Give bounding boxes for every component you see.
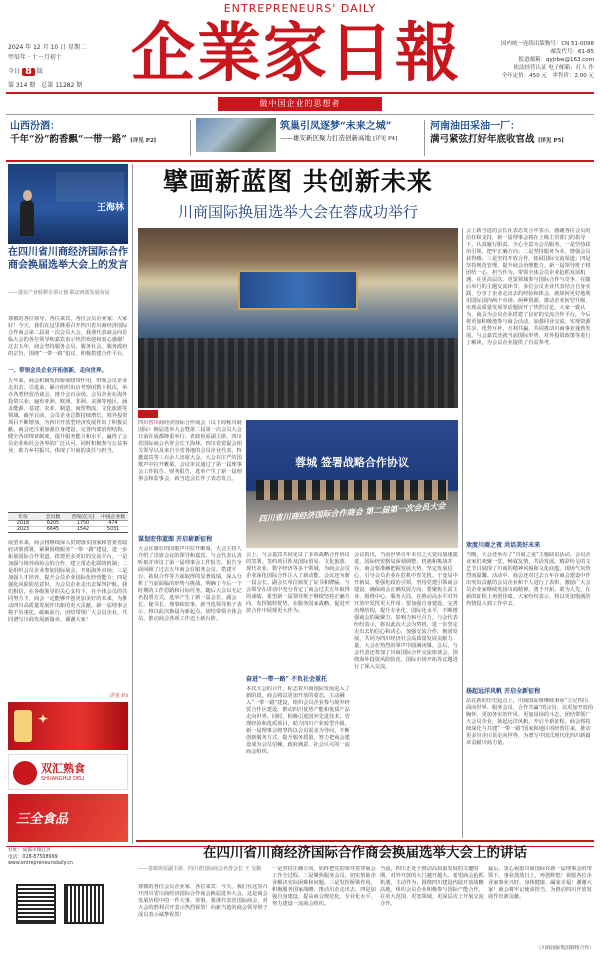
lead-subhead: 川商国际换届选举大会在蓉成功举行	[177, 203, 418, 221]
center-right-divider	[462, 228, 463, 838]
lunar-date: 甲辰年 · 十一月初十	[8, 54, 62, 61]
table-header: 中国企业数	[101, 515, 125, 520]
teaser-3-title: 河南油田采油一厂：	[430, 121, 520, 132]
table-header: 营收(亿元)	[71, 515, 95, 520]
audience	[138, 338, 458, 408]
teaser-2-subtitle: ——雄安新区聚力打造创新高地 [详见 P4]	[280, 134, 398, 142]
table-row: 2018 6205 1750 474	[8, 521, 128, 527]
photo-tag	[138, 410, 158, 418]
lead-section-2: 奋进“一带一路” 不负社会重托	[246, 676, 327, 683]
ad-liquor[interactable]	[8, 702, 128, 750]
masthead-rule	[6, 92, 594, 94]
lead-headline: 擘画新蓝图 共创新未来	[163, 167, 433, 196]
lead-photo-signing	[246, 420, 458, 548]
speaker-screen-text: 王海林	[56, 172, 124, 232]
shuanghui-logo-icon	[13, 761, 37, 785]
date-line: 2024 年 12 月 10 日 星期二	[8, 44, 87, 51]
bottom-headline: 在四川省川商经济国际合作商会换届选举大会上的讲话	[203, 845, 527, 861]
teaser-2[interactable]	[280, 120, 430, 160]
lead-body-col-1: 四川省川商经济国际合作商会（以下简称川商国际）换届选举大会暨第二届第一次会员大会日前在成都隆重举行。省政协原副主席、四川省国际商会名誉会长王海林，四川省贸促会相关领导以及来自全省各地的会员企业代表、特邀嘉宾等三百余人出席大会。大会在庄严的国歌声中拉开帷幕。会议审议通过了第一届理事会工作报告、财务报告，选举产生了新一届理事会和监事会，新当选会长作了表态发言。	[138, 420, 242, 482]
ad-shuanghui-brand: 双汇熟食	[41, 762, 85, 775]
ad-sanquan-brand: 三全食品	[16, 812, 69, 827]
stage-screen	[238, 270, 358, 310]
teaser-1-title: 山西汾酒：	[10, 121, 60, 132]
ad-shuanghui[interactable]	[8, 754, 128, 790]
masthead-thin-rule	[6, 114, 594, 115]
table-row: 2023 6645 1542 5031	[8, 527, 128, 533]
signing-people	[256, 480, 448, 500]
lead-body-col-3: 会议指出，当前世界百年未有之大变局加速演进，国际经贸格局深刻调整，机遇和挑战并存。商会要准确把握发展大势，坚定发展信心，引导会员企业在危机中育先机、于变局中开新局。要强化政治引领，坚持党建引领商会建设，确保商会正确发展方向；要聚焦主责主业，围绕中心、服务大局，在推动高水平对外开放中发挥更大作用；要加强自身建设，完善治理结构，提升专业化、国际化水平，不断增强商会的凝聚力、影响力和号召力。与会代表纷纷表示，将以此次大会为契机，进一步坚定走出去的信心和决心，加强交流合作，抱团发展，共同为四川经济社会高质量发展贡献力量。大会在热烈的掌声中圆满闭幕。会后，与会代表还参加了川商国际合作交流座谈会，围绕海外投资风险防范、国际市场开拓等议题进行了深入交流。	[354, 552, 458, 670]
bottom-body-1: 尊敬的各位会员企业家、各位来宾：今天，我们在这里召开四川省川商经济国际合作商会换届选举大会，这是商会发展历程中的一件大事、喜事。我谨代表省国际商会，对大会的胜利召开表示热烈祝贺！向新当选的商会领导班子成员表示诚挚祝贺！	[138, 884, 268, 918]
bottom-body-3: 当前，四川正处于推动高质量发展的关键时期，对外开放的大门越开越大。希望商会抢抓机遇，主动作为，围绕四川建设内陆开放战略高地，组织会员企业积极参与国际产能合作，在更大范围、更宽领域、更深层次上开展交流合作。	[380, 866, 484, 907]
teaser-3-page: [详见 P5]	[537, 138, 564, 144]
edition-pages: 8	[22, 68, 35, 76]
teaser-divider-1	[190, 120, 191, 156]
left-story-title: 在四川省川商经济国际合作商会换届选举大会上的发言	[8, 247, 128, 271]
teaser-3[interactable]	[430, 120, 595, 160]
bottom-footer-note: （川商国际集团联络合作）	[536, 946, 594, 951]
lead-body-col-1b: 大会在雄壮的国歌声中拉开帷幕，大会主持人介绍了出席会议的领导和嘉宾。与会代表认真听取并审议了第一届理事会工作报告。报告全面回顾了过去五年商会在服务会员、搭建平台、拓展合作等方面取得的显著成绩，深入分析了当前面临的形势与挑战，明确了今后一个时期的工作思路和目标任务。随后大会以无记名投票方式，选举产生了新一届会长、副会长、秘书长、理事和监事。新当选领导班子表示，将以此次换届为新起点，团结带领全体会员，推动商会各项工作迈上新台阶。	[138, 546, 242, 622]
signing-banner-text: 四川省川商经济国际合作商会 第二届第一次会员大会	[258, 500, 446, 524]
lead-body-col-2b: 本次大会的召开，标志着川商国际发展进入了新阶段。商会将以更加开放的姿态，主动融入“一带一路”建设，组织会员企业参与境外经贸合作区建设，推动四川优势产能和优质产品走向世界。同时，积极引进国外先进技术、管理经验和优质项目，助力四川产业转型升级。新一届理事会将坚持以会员需求为导向，不断创新服务方式，提升服务质量，努力把商会建设成为会员信赖、政府满意、社会认可的一流商会组织。	[246, 686, 350, 755]
left-story-body-3: 展望未来，商会将继续深入贯彻落实国家和省委省政府决策部署，紧紧围绕服务“一带一路”建设，进一步拓展国际合作渠道，搭建更多更好的交流平台。一是加强与境外商协会的合作，建立常态化联络机制；二是组织会员企业参加国际展会，开拓海外市场；三是加强人才培养，提升会员企业国际化经营能力；四是强化风险防范意识，为会员企业走出去保驾护航。我们相信，在各级领导的关心支持下，在全体会员的共同努力下，商会一定能够开创更加美好的未来，为推动四川高质量发展作出新的更大贡献。新一届理事会将不负重托，砥砺前行，团结带领广大会员企业，共同谱写川商发展新篇章。谢谢大家！	[8, 540, 128, 623]
left-data-table	[8, 512, 128, 533]
ad-shuanghui-en: SHUANGHUI DELI	[41, 776, 85, 782]
qr-code-2[interactable]	[64, 884, 104, 924]
ad-liquor-mark: ✦	[38, 712, 49, 726]
issue-line: 第 314 期 总第 11282 期	[8, 82, 83, 89]
bottom-story-rule	[136, 840, 594, 842]
teaser-2-photo	[196, 118, 276, 152]
left-story-sub: 一、带领会员企业开拓创新，走向世界。	[8, 368, 108, 374]
lead-photo-conference	[138, 228, 458, 408]
teaser-1-page: [详见 P2]	[130, 138, 157, 144]
teaser-1-subtitle: 千年“汾”韵香飘“一带一路” [详见 P2]	[10, 134, 157, 145]
right-body-1: 会上新当选的会长在表态发言中表示，感谢各位会员的信任和支持，新一届理事会将在上级主管部门的指导下，认真履行职责，全心全意为会员服务。一是坚持政治引领，把牢正确方向；二是坚持服务为本，增强会员获得感；三是坚持开放合作，拓展国际交流渠道；四是坚持规范管理，提升商会治理能力。新一届领导班子将团结一心、担当作为，带领全体会员企业抢抓发展机遇，在更高层次、更宽领域参与国际合作与竞争。在随后举行的主题交流环节，多位会员企业代表结合自身实践，分享了企业走出去的经验和体会，就如何更好地利用国际国内两个市场、两种资源，推动企业转型升级、实现高质量发展等话题展开了热烈讨论。大家一致认为，商会为会员企业搭建了良好的交流合作平台，今后将更加积极地参与商会活动，加强同业交流，实现资源共享、优势互补、互利共赢，共同推动川商事业蓬勃发展。与会嘉宾还就当前国际形势、对外投资政策等进行了解读，为会员企业提供了有益参考。	[466, 228, 591, 346]
teaser-3-subtitle: 满弓紧弦打好年底收官战 [详见 P5]	[430, 134, 564, 145]
teaser-rule	[6, 160, 594, 162]
bottom-body-2: 一是坚持正确方向，始终把党的领导贯穿商会工作全过程。二是聚焦服务会员，切实帮助企业解决实际困难和问题。三是发挥桥梁作用，积极服务国家战略，推动川企走出去。四是加强自身建设，提高商会规范化、专业化水平，努力建设一流商会组织。	[272, 866, 376, 907]
edition-count: 今日 8 版	[8, 66, 43, 77]
table-header: 年份	[18, 515, 28, 520]
left-story-more[interactable]: 详见 P3	[109, 693, 128, 699]
right-body-3: 站在新的历史起点上，川商国际将继续秉承“立足四川、面向世界、服务会员、合作共赢”的宗旨，以更加开放的胸怀、更加务实的作风、更加昂扬的斗志，团结带领广大会员企业，扬起远洋风帆，开启全新征程。商会将持续深化与共建“一带一路”国家和地区的经贸往来，推动更多川企川货走向世界，为谱写中国式现代化四川新篇章贡献川商力量。	[466, 698, 594, 746]
right-section-3: 欢度川商之夜 共话美好未来	[466, 542, 541, 549]
teaser-divider-2	[424, 120, 425, 156]
masthead-title: 企業家日報	[131, 16, 461, 91]
right-body-2: 当晚，大会还举办了“川商之夜”主题联谊活动。会员企业家们欢聚一堂，畅叙友情，共话发展。精彩纷呈的文艺节目展现了川商的精神风貌和文化底蕴，现场气氛热烈而温馨。活动中，商会还对过去五年在商会建设中作出突出贡献的会员企业和个人进行了表彰，激励广大会员企业家继续发扬川商精神，勇于开拓、敢为人先，在新的征程上再创佳绩。大家纷纷表示，将以更加饱满的热情投入到工作中去。	[466, 552, 591, 607]
masthead-english: ENTREPRENEURS' DAILY	[223, 2, 377, 15]
bottom-byline: ——省政协原副主席、四川省国际商会名誉会长 王 吴勤	[138, 866, 262, 872]
left-column-divider	[132, 164, 133, 844]
bottle-icon	[14, 710, 32, 742]
teaser-2-title: 筑巢引凤逐梦“未来之城”	[280, 121, 392, 132]
footer-info: 社址：成都市锦江区 电话：028-87508999 www.entrepreneursdaily.cn	[8, 848, 73, 866]
teaser-1[interactable]	[10, 120, 180, 160]
bottom-body-4: 最后，衷心祝愿川商国际在新一届理事会的带领下，事业蒸蒸日上，再创辉煌！祝愿各位企业家事业兴旺、身体健康、阖家幸福！谢谢大家！商会将牢记使命担当，为推动四川开放发展作出新贡献。	[488, 866, 592, 900]
slogan-banner: 做中国企业的思想者	[218, 97, 382, 111]
left-story-body-1: 尊敬的各位领导、各位来宾、各位会员企业家：大家好！今天，我们在这里隆重召开四川省川商经济国际合作商会第二届第一次会员大会，我谨代表商会向莅临大会的各位领导和嘉宾表示热烈欢迎和衷心感谢！过去五年，商会坚持服务会员、服务社会、服务政府的宗旨，围绕“一带一路”倡议，积极搭建合作平台。	[8, 316, 128, 357]
ad-sanquan[interactable]	[8, 794, 128, 842]
signing-banner-title: 蓉城 签署战略合作协议	[295, 456, 409, 469]
left-story-body-2: 五年来，商会积极发挥桥梁纽带作用，带领会员企业走出去、引进来，累计组织出访考察团数十批次，举办各类经贸洽谈会、推介会百余场。会员企业在海外投资兴业，遍布亚洲、欧洲、非洲、美洲等地区，涵盖能源、基建、农业、制造、商贸物流、文化旅游等领域。截至目前，会员企业总数持续增长，境外投资项目不断增加，为四川开放型经济发展作出了积极贡献。商会还注重加强自身建设，完善内部治理结构，健全各项规章制度，提升服务能力和水平，赢得了会员企业和社会各界的广泛认可。同时积极参与公益事业，助力乡村振兴，体现了川商的责任与担当。	[8, 378, 128, 454]
lead-section-1: 谋划宏伟蓝图 开启崭新征程	[138, 536, 213, 543]
masthead-info: 国内统一连续出版物号：CN 51-0098 邮发代号：61-85 报道邮箱：qyjrbw@163.com 依法经营认证 电子邮箱：打人 作 全年定价：450 元 零售价：2.00 元	[500, 41, 594, 79]
qr-code-1[interactable]	[16, 884, 56, 924]
teaser-2-page: [详见 P4]	[373, 136, 398, 142]
table-header: 会员数	[45, 515, 61, 520]
lead-body-col-2: 会上，与会嘉宾共同见证了多项战略合作协议的签署。签约项目涉及国际贸易、文化旅游、现代农业、数字经济等多个领域，为商会会员企业深化国际合作注入了新动能。会议还为新一届会长、副会长单位颁发了证书和牌匾。与会领导在讲话中充分肯定了商会过去五年取得的成绩，希望新一届领导班子继续坚持正确方向，发挥独特优势，在服务国家战略、促进开放合作中展现更大作为。	[246, 552, 350, 614]
speaker-photo	[8, 164, 128, 244]
right-section-4: 扬起远洋风帆 开启全新征程	[466, 688, 541, 695]
left-story-byline: ——落实产业转移专项计划·联动西部发展布局	[8, 290, 110, 296]
